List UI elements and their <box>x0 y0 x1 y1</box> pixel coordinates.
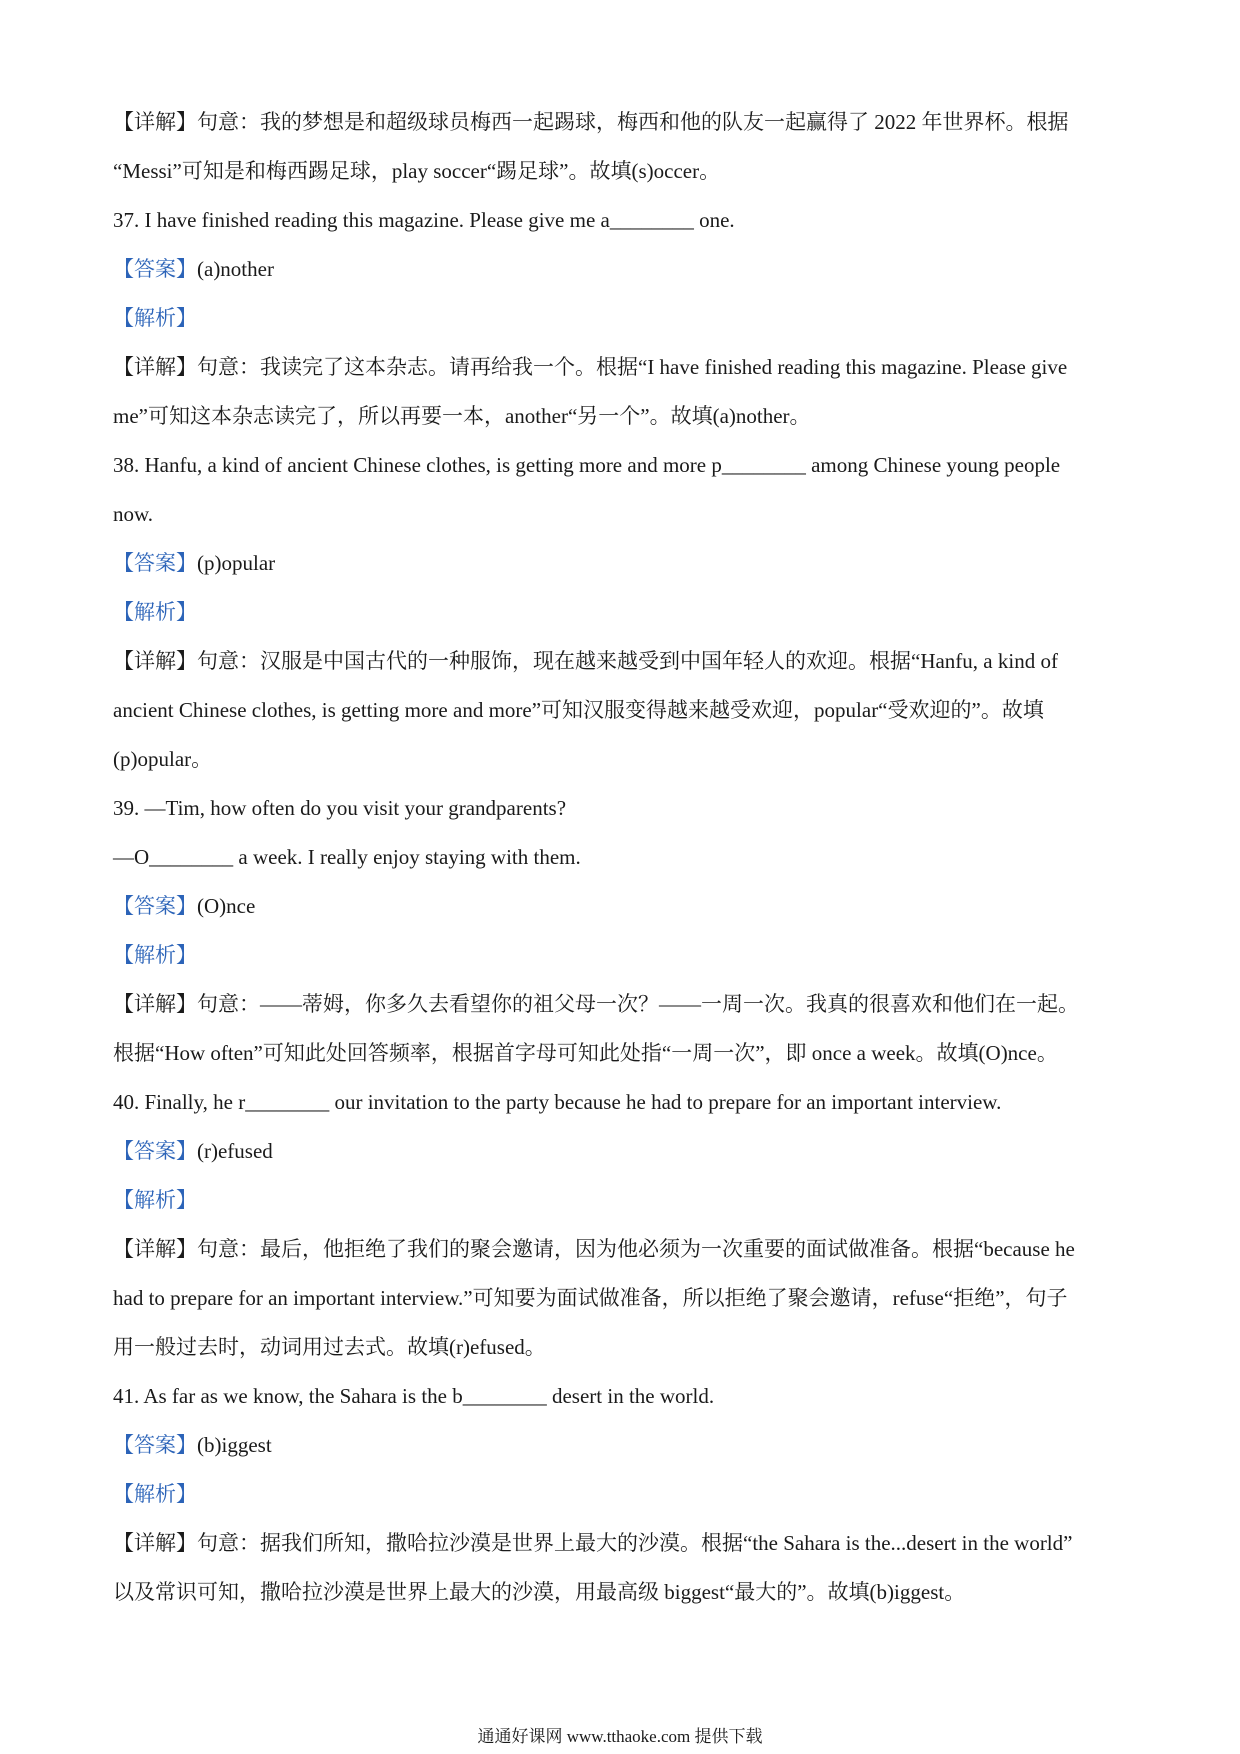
detail-tag: 【详解】 <box>113 992 197 1016</box>
answer-line <box>113 882 1133 931</box>
text-line <box>113 637 1133 686</box>
text-line <box>113 147 1133 196</box>
text-line <box>113 980 1133 1029</box>
answer-text: (r)efused <box>197 1139 273 1163</box>
text-line <box>113 1519 1133 1568</box>
line-text: had to prepare for an important interview.”可知要为面试做准备，所以拒绝了聚会邀请，refuse“拒绝”，句子 <box>113 1286 1068 1310</box>
detail-tag: 【详解】 <box>113 1237 197 1261</box>
answer-text: (b)iggest <box>197 1433 272 1457</box>
question-40 <box>113 1078 1133 1127</box>
text-line <box>113 98 1133 147</box>
line-text: 41. As far as we know, the Sahara is the b________ desert in the world. <box>113 1384 715 1408</box>
question-39 <box>113 784 1133 833</box>
answer-line <box>113 245 1133 294</box>
answer-text: (a)nother <box>197 257 274 281</box>
line-text: 40. Finally, he r________ our invitation to the party because he had to prepare for an important interview. <box>113 1090 1002 1114</box>
detail-tag: 【详解】 <box>113 649 197 673</box>
line-text: (p)opular。 <box>113 747 213 771</box>
detail-tag: 【详解】 <box>113 110 197 134</box>
text-line <box>113 1274 1133 1323</box>
text-line <box>113 343 1133 392</box>
line-text: 句意：最后，他拒绝了我们的聚会邀请，因为他必须为一次重要的面试做准备。根据“because he <box>197 1237 1075 1261</box>
text-line <box>113 1029 1133 1078</box>
answer-line <box>113 1127 1133 1176</box>
answer-line <box>113 1421 1133 1470</box>
analysis-line <box>113 1470 1133 1519</box>
line-text: me”可知这本杂志读完了，所以再要一本，another“另一个”。故填(a)nother。 <box>113 404 811 428</box>
text-line <box>113 686 1133 735</box>
line-text: 句意：据我们所知，撒哈拉沙漠是世界上最大的沙漠。根据“the Sahara is the...desert in the world” <box>197 1531 1073 1555</box>
answer-text: (p)opular <box>197 551 276 575</box>
text-line <box>113 1568 1133 1617</box>
analysis-line <box>113 588 1133 637</box>
text-line <box>113 490 1133 539</box>
line-text: “Messi”可知是和梅西踢足球，play soccer“踢足球”。故填(s)occer。 <box>113 159 721 183</box>
line-text: 句意：汉服是中国古代的一种服饰，现在越来越受到中国年轻人的欢迎。根据“Hanfu, a kind of <box>197 649 1058 673</box>
analysis-tag: 【解析】 <box>113 306 197 330</box>
analysis-tag: 【解析】 <box>113 600 197 624</box>
line-text: —O________ a week. I really enjoy staying with them. <box>113 845 581 869</box>
line-text: 38. Hanfu, a kind of ancient Chinese clothes, is getting more and more p________ among Chinese young people <box>113 453 1061 477</box>
line-text: 用一般过去时，动词用过去式。故填(r)efused。 <box>113 1335 546 1359</box>
analysis-tag: 【解析】 <box>113 1188 197 1212</box>
answer-tag: 【答案】 <box>113 551 197 575</box>
answer-tag: 【答案】 <box>113 894 197 918</box>
analysis-tag: 【解析】 <box>113 943 197 967</box>
text-line <box>113 833 1133 882</box>
line-text: now. <box>113 502 154 526</box>
answer-text: (O)nce <box>197 894 256 918</box>
answer-tag: 【答案】 <box>113 257 197 281</box>
text-line <box>113 1225 1133 1274</box>
line-text: 句意：——蒂姆，你多久去看望你的祖父母一次？——一周一次。我真的很喜欢和他们在一起。 <box>197 992 1079 1016</box>
text-line <box>113 1323 1133 1372</box>
line-text: 根据“How often”可知此处回答频率，根据首字母可知此处指“一周一次”，即 once a week。故填(O)nce。 <box>113 1041 1058 1065</box>
answer-line <box>113 539 1133 588</box>
answer-tag: 【答案】 <box>113 1139 197 1163</box>
analysis-line <box>113 931 1133 980</box>
document-body <box>113 98 1133 1617</box>
line-text: 39. —Tim, how often do you visit your grandparents? <box>113 796 567 820</box>
line-text: 37. I have finished reading this magazine. Please give me a________ one. <box>113 208 735 232</box>
analysis-line <box>113 294 1133 343</box>
question-41 <box>113 1372 1133 1421</box>
line-text: 句意：我读完了这本杂志。请再给我一个。根据“I have finished reading this magazine. Please give <box>197 355 1068 379</box>
text-line <box>113 392 1133 441</box>
answer-tag: 【答案】 <box>113 1433 197 1457</box>
question-37 <box>113 196 1133 245</box>
analysis-line <box>113 1176 1133 1225</box>
detail-tag: 【详解】 <box>113 355 197 379</box>
page-footer: 通通好课网 www.tthaoke.com 提供下载 <box>477 1727 763 1746</box>
detail-tag: 【详解】 <box>113 1531 197 1555</box>
line-text: 句意：我的梦想是和超级球员梅西一起踢球，梅西和他的队友一起赢得了 2022 年世界杯。根据 <box>197 110 1069 134</box>
line-text: ancient Chinese clothes, is getting more and more”可知汉服变得越来越受欢迎，popular“受欢迎的”。故填 <box>113 698 1044 722</box>
text-line <box>113 735 1133 784</box>
analysis-tag: 【解析】 <box>113 1482 197 1506</box>
line-text: 以及常识可知，撒哈拉沙漠是世界上最大的沙漠，用最高级 biggest“最大的”。故填(b)iggest。 <box>113 1580 966 1604</box>
question-38 <box>113 441 1133 490</box>
